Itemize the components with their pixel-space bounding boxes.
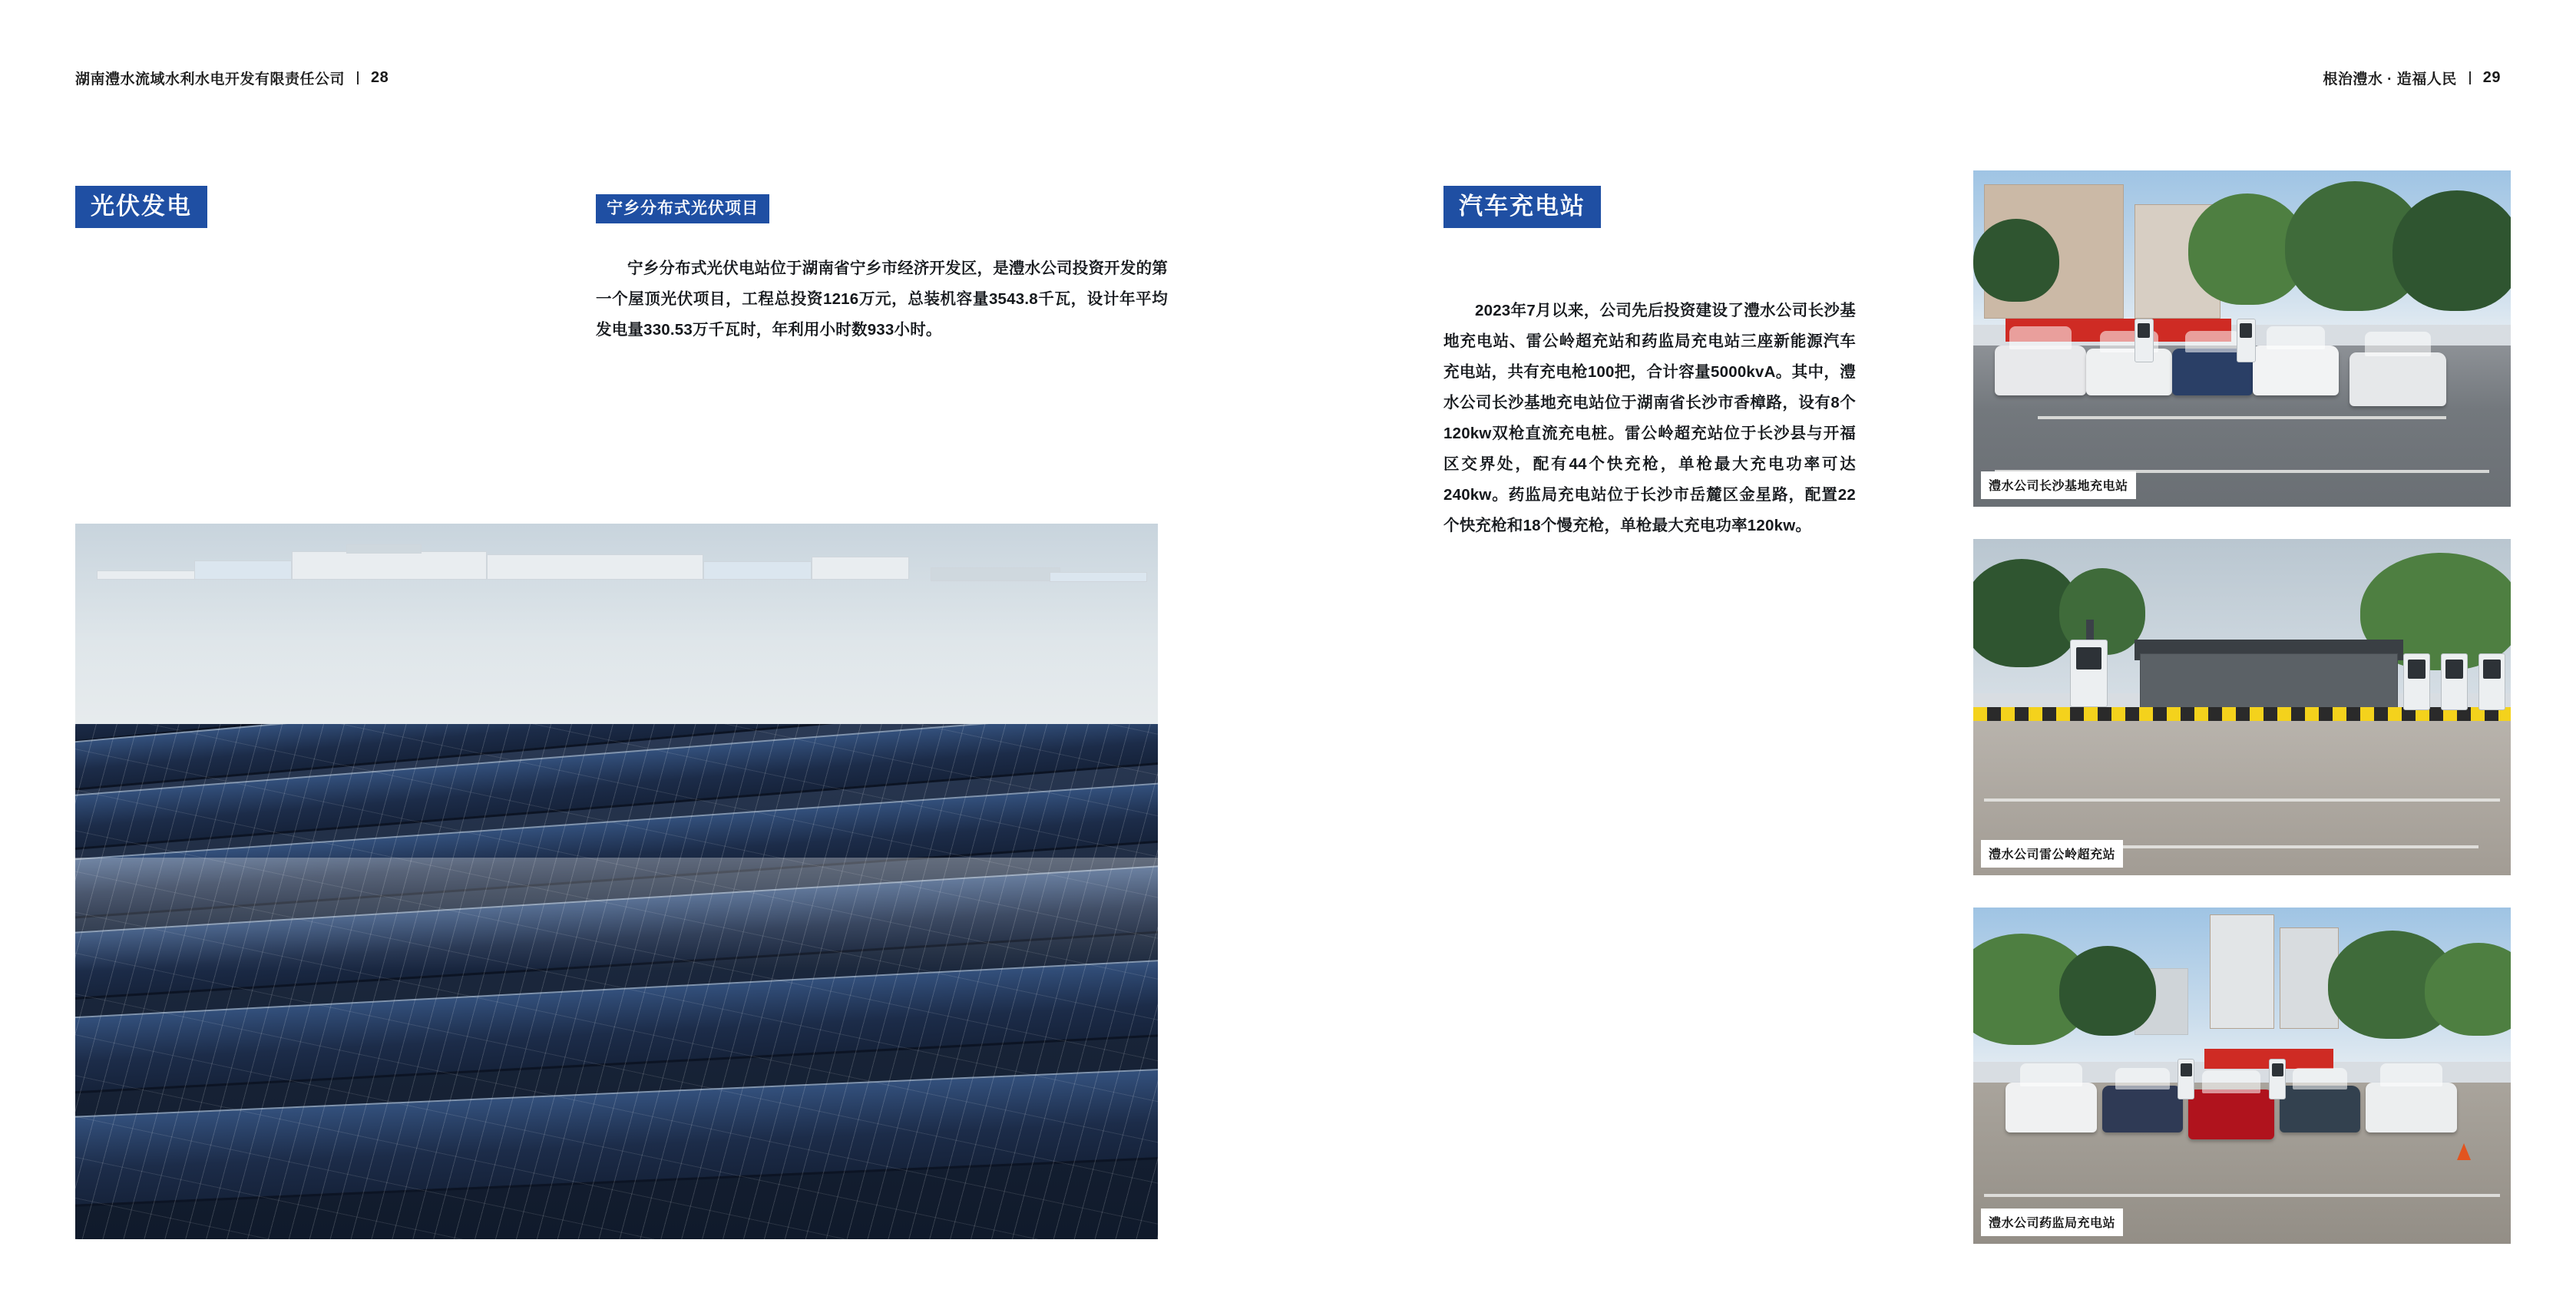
left-body-text: [596, 253, 1168, 346]
tree: [2392, 190, 2511, 311]
parked-car: [2253, 346, 2339, 396]
subsection-title-ningxiang-pv: 宁乡分布式光伏项目: [596, 194, 769, 223]
tree: [1973, 219, 2059, 303]
charging-pile: [2135, 319, 2154, 362]
running-head-divider: [357, 71, 359, 84]
drug-administration-charging-station-photo: [1973, 908, 2511, 1244]
building-shape: [487, 554, 703, 580]
parked-car: [1995, 346, 2086, 396]
right-body-paragraph: 2023年7月以来，公司先后投资建设了澧水公司长沙基地充电站、雷公岭超充站和药监局充电站三座新能源汽车充电站，共有充电枪100把，合计容量5000kvA。其中，澧水公司长沙基地充电站位于湖南省长沙市香樟路，设有8个120kw双枪直流充电桩。雷公岭超充站位于长沙县与开福区交界处，配有44个快充枪，单枪最大充电功率可达240kw。药监局充电站位于长沙市岳麓区金星路，配置22个快充枪和18个慢充枪，单枪最大充电功率120kw。: [1443, 302, 1856, 534]
building-shape: [703, 561, 812, 580]
photo-solar-roof: [75, 724, 1158, 1239]
traffic-cone: [2457, 1143, 2471, 1160]
charging-pile: [2269, 1059, 2286, 1099]
left-running-head-org: 湖南澧水流域水利水电开发有限责任公司: [75, 71, 346, 88]
right-body-text: [1443, 296, 1856, 541]
left-body-paragraph: 宁乡分布式光伏电站位于湖南省宁乡市经济开发区，是澧水公司投资开发的第一个屋顶光伏项目，工程总投资1216万元，总装机容量3543.8千瓦，设计年平均发电量330.53万千瓦时，年利用小时数933小时。: [596, 260, 1168, 339]
lane-marking: [1984, 1194, 2500, 1197]
rooftop-solar-array-photo: [75, 524, 1158, 1239]
right-page-number: 29: [2482, 69, 2501, 86]
left-page-number: 28: [371, 69, 389, 86]
parked-car: [2280, 1086, 2360, 1132]
photo-buildings: [75, 524, 1158, 752]
charging-pile: [2403, 653, 2430, 710]
changsha-base-charging-station-photo: [1973, 170, 2511, 507]
building-shape: [346, 544, 422, 554]
section-title-photovoltaic: 光伏发电: [75, 186, 207, 228]
building-shape: [931, 567, 1060, 581]
solar-cell-grid: [75, 724, 1158, 1239]
parked-car: [2086, 349, 2172, 395]
charging-pile: [2178, 1059, 2194, 1099]
charging-cabinet: [2070, 640, 2108, 707]
charging-pile: [2237, 319, 2256, 362]
right-running-head: [2323, 68, 2501, 88]
lane-marking: [2038, 416, 2446, 419]
charging-pile: [2478, 653, 2505, 710]
building-shape: [1050, 572, 1147, 582]
tree: [2059, 946, 2156, 1036]
parked-car: [2006, 1083, 2097, 1133]
leigongling-supercharging-station-photo: [1973, 539, 2511, 875]
parked-car: [2366, 1083, 2457, 1133]
left-running-head: [75, 68, 389, 88]
parked-car: [2102, 1086, 2183, 1132]
right-section-heading-group: [1443, 186, 1601, 228]
left-section-heading-group: [75, 186, 207, 228]
building-shape: [812, 557, 909, 580]
photo-caption: 澧水公司长沙基地充电站: [1981, 471, 2136, 499]
building-shape: [97, 570, 205, 580]
building-shape: [194, 560, 292, 580]
right-running-head-org: 根治澧水 · 造福人民: [2323, 71, 2457, 88]
running-head-divider: [2469, 71, 2471, 84]
parked-car: [2349, 352, 2446, 406]
lane-marking: [1984, 798, 2500, 802]
charging-pile: [2441, 653, 2468, 710]
parked-car: [2188, 1089, 2274, 1140]
station-building: [2140, 653, 2398, 714]
section-title-charging-station: 汽车充电站: [1443, 186, 1601, 228]
right-page: [1288, 0, 2576, 1306]
photo-caption: 澧水公司雷公岭超充站: [1981, 840, 2123, 868]
building-shape: [292, 551, 487, 580]
yellow-black-curb: [1973, 707, 2511, 721]
photo-caption: 澧水公司药监局充电站: [1981, 1208, 2123, 1236]
